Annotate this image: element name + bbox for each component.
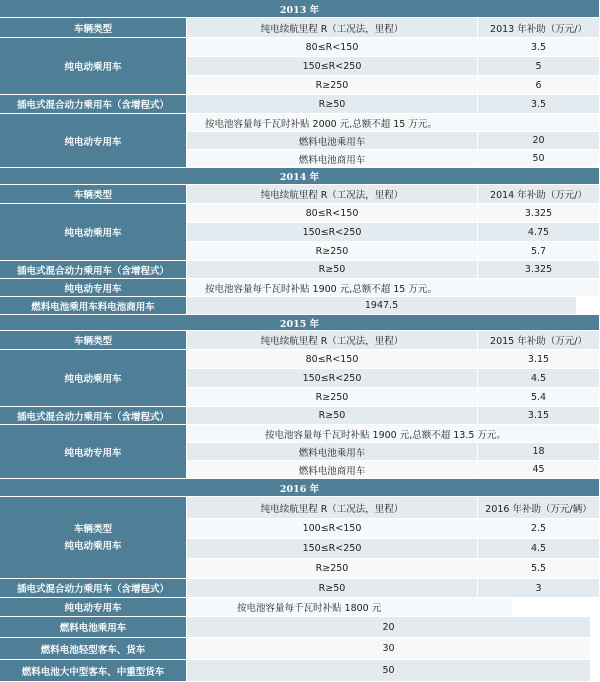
year-title: 2016 年 — [0, 479, 600, 497]
table-row — [187, 443, 600, 461]
ev-group-2014 — [0, 204, 600, 261]
fc-label: 燃料电池乘用车料电池商用车 — [0, 297, 187, 315]
value-cell: 2.5 — [478, 519, 600, 539]
fc-name-cell: 燃料电池商用车 — [187, 150, 478, 168]
range-cell: 150≤R<250 — [187, 57, 478, 76]
table-row — [187, 242, 600, 261]
blank-cell — [591, 638, 600, 660]
year-title-row-2016 — [0, 479, 600, 497]
ev-label: 纯电动乘用车 — [64, 540, 122, 552]
value-cell: 4.5 — [478, 369, 600, 388]
type-label: 车辆类型 — [73, 523, 112, 535]
range-cell: R≥250 — [187, 76, 478, 95]
fc-label: 燃料电池轻型客车、货车 — [0, 638, 187, 660]
range-cell: 150≤R<250 — [187, 369, 478, 388]
ev-label: 纯电动乘用车 — [0, 38, 187, 95]
special-row-2014 — [0, 279, 600, 297]
blank-cell — [513, 598, 600, 617]
table-row — [187, 132, 600, 150]
range-cell: 100≤R<150 — [187, 519, 478, 539]
header-vehicle-type: 车辆类型 — [0, 18, 187, 38]
fc-row-2016-0 — [0, 617, 600, 638]
blank-cell — [577, 297, 600, 315]
table-row — [187, 150, 600, 168]
ev-group-2015 — [0, 350, 600, 407]
special-row-2016 — [0, 598, 600, 617]
header-vehicle-type: 车辆类型 — [0, 331, 187, 350]
phev-label: 插电式混合动力乘用车（含增程式） — [0, 261, 187, 279]
table-row — [187, 57, 600, 76]
year-title-row-2014 — [0, 168, 600, 185]
phev-row-2014 — [0, 261, 600, 279]
phev-label: 插电式混合动力乘用车（含增程式） — [0, 407, 187, 425]
range-cell: R≥50 — [187, 261, 478, 279]
table-row — [187, 114, 600, 132]
special-note: 按电池容量每千瓦时补贴 2000 元,总额不超 15 万元。 — [187, 114, 600, 132]
table-row — [187, 350, 600, 369]
value-cell: 3.15 — [478, 407, 600, 425]
header-subsidy: 2014 年补助（万元/） — [478, 185, 600, 204]
range-cell: R≥50 — [187, 407, 478, 425]
range-cell: 80≤R<150 — [187, 38, 478, 57]
phev-row-2013 — [0, 95, 600, 114]
value-cell: 50 — [478, 150, 600, 168]
value-cell: 3.5 — [478, 95, 600, 114]
header-row-2014 — [0, 185, 600, 204]
special-note: 按电池容量每千瓦时补贴 1900 元,总额不超 13.5 万元。 — [187, 425, 600, 443]
ev-label: 纯电动乘用车 — [0, 204, 187, 261]
header-range: 纯电续航里程 R（工况法，里程） — [187, 331, 478, 350]
fc-value: 20 — [187, 617, 591, 638]
value-cell: 3.325 — [478, 261, 600, 279]
ev-group-2013 — [0, 38, 600, 95]
header-range: 纯电续航里程 R（工况法，里程） — [187, 497, 478, 519]
year-title-row-2015 — [0, 315, 600, 331]
header-row-2015 — [0, 331, 600, 350]
range-cell: 150≤R<250 — [187, 539, 478, 559]
table-row — [187, 369, 600, 388]
header-subsidy: 2013 年补助（万元/） — [478, 18, 600, 38]
header-range: 纯电续航里程 R（工况法，里程） — [187, 185, 478, 204]
table-row — [187, 76, 600, 95]
value-cell: 5.7 — [478, 242, 600, 261]
fc-value: 1947.5 — [187, 297, 577, 315]
header-subsidy: 2016 年补助（万元/辆） — [478, 497, 600, 519]
value-cell: 5.5 — [478, 559, 600, 579]
special-group-2013 — [0, 114, 600, 168]
value-cell: 6 — [478, 76, 600, 95]
blank-cell — [591, 660, 600, 682]
year-title: 2015 年 — [0, 315, 600, 331]
table-row — [187, 497, 600, 519]
phev-row-2016 — [0, 579, 600, 598]
range-cell: 80≤R<150 — [187, 350, 478, 369]
fc-value: 30 — [187, 638, 591, 660]
table-row — [187, 38, 600, 57]
year-title: 2014 年 — [0, 168, 600, 185]
value-cell: 3.5 — [478, 38, 600, 57]
range-cell: 150≤R<250 — [187, 223, 478, 242]
value-cell: 45 — [478, 461, 600, 479]
value-cell: 4.5 — [478, 539, 600, 559]
fc-name-cell: 燃料电池乘用车 — [187, 443, 478, 461]
fc-name-cell: 燃料电池商用车 — [187, 461, 478, 479]
table-row — [187, 461, 600, 479]
range-cell: R≥50 — [187, 579, 478, 598]
special-label: 纯电动专用车 — [0, 279, 187, 297]
header-range: 纯电续航里程 R（工况法，里程） — [187, 18, 478, 38]
ev-label-block — [0, 497, 187, 579]
table-row — [187, 388, 600, 407]
range-cell: 80≤R<150 — [187, 204, 478, 223]
range-cell: R≥250 — [187, 559, 478, 579]
table-row — [187, 539, 600, 559]
phev-label: 插电式混合动力乘用车（含增程式） — [0, 95, 187, 114]
ev-label: 纯电动乘用车 — [0, 350, 187, 407]
special-note: 按电池容量每千瓦时补贴 1800 元 — [187, 598, 513, 617]
value-cell: 3.15 — [478, 350, 600, 369]
table-row — [187, 425, 600, 443]
header-subsidy: 2015 年补助（万元/） — [478, 331, 600, 350]
special-label: 纯电动专用车 — [0, 425, 187, 479]
value-cell: 20 — [478, 132, 600, 150]
fc-label: 燃料电池乘用车 — [0, 617, 187, 638]
table-row — [187, 519, 600, 539]
value-cell: 4.75 — [478, 223, 600, 242]
table-row — [187, 223, 600, 242]
value-cell: 5 — [478, 57, 600, 76]
fc-row-2016-1 — [0, 638, 600, 660]
phev-row-2015 — [0, 407, 600, 425]
special-note: 按电池容量每千瓦时补贴 1900 元,总额不超 15 万元。 — [187, 279, 600, 297]
special-label: 纯电动专用车 — [0, 114, 187, 168]
value-cell: 18 — [478, 443, 600, 461]
special-label: 纯电动专用车 — [0, 598, 187, 617]
fc-value: 50 — [187, 660, 591, 682]
value-cell: 5.4 — [478, 388, 600, 407]
table-row — [187, 559, 600, 579]
range-cell: R≥250 — [187, 388, 478, 407]
range-cell: R≥50 — [187, 95, 478, 114]
phev-label: 插电式混合动力乘用车（含增程式） — [0, 579, 187, 598]
fc-name-cell: 燃料电池乘用车 — [187, 132, 478, 150]
year-title-row-2013 — [0, 0, 600, 18]
table-row — [187, 204, 600, 223]
fc-row-2016-2 — [0, 660, 600, 682]
fc-row-2014 — [0, 297, 600, 315]
blank-cell — [591, 617, 600, 638]
fc-label: 燃料电池大中型客车、中重型货车 — [0, 660, 187, 682]
ev-group-2016 — [0, 497, 600, 579]
special-group-2015 — [0, 425, 600, 479]
value-cell: 3.325 — [478, 204, 600, 223]
header-vehicle-type: 车辆类型 — [0, 185, 187, 204]
value-cell: 3 — [478, 579, 600, 598]
year-title: 2013 年 — [0, 0, 600, 18]
range-cell: R≥250 — [187, 242, 478, 261]
header-row-2013 — [0, 18, 600, 38]
